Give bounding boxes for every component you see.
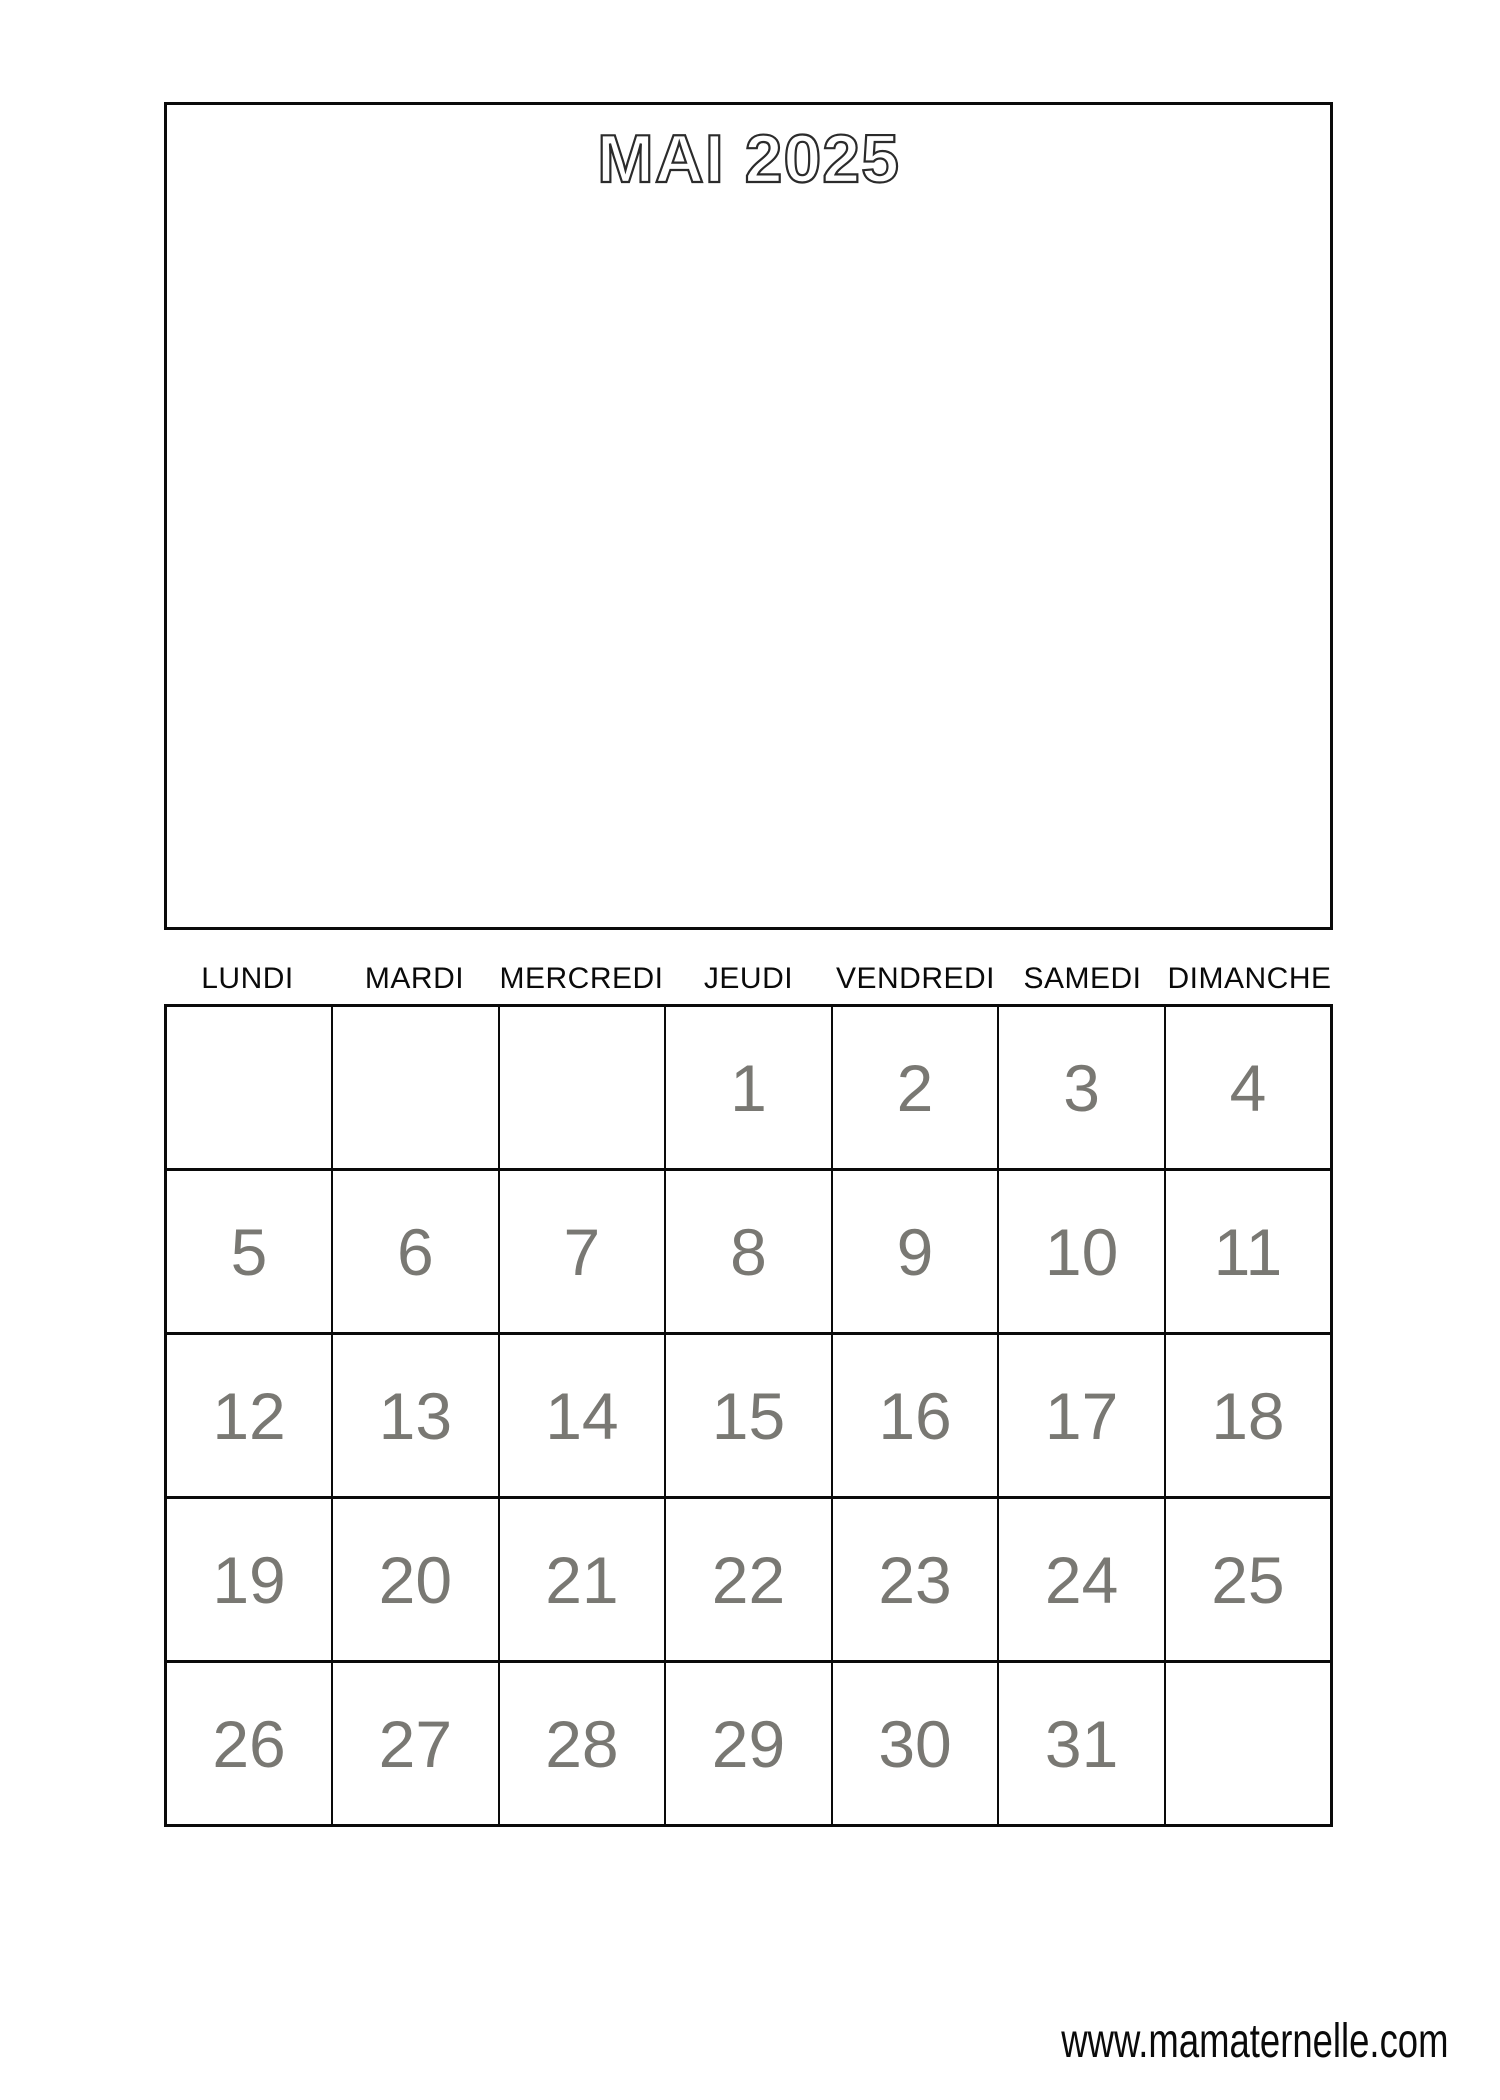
- day-cell: 14: [499, 1334, 666, 1498]
- day-cell: 28: [499, 1662, 666, 1826]
- day-cell: 19: [166, 1498, 333, 1662]
- calendar-week-row: [166, 1498, 1332, 1662]
- day-cell: 26: [166, 1662, 333, 1826]
- weekday-header-vendredi: VENDREDI: [835, 962, 996, 995]
- day-cell: 31: [998, 1662, 1165, 1826]
- calendar-week-row: [166, 1170, 1332, 1334]
- calendar-grid: [164, 1004, 1333, 1827]
- day-cell: 11: [1165, 1170, 1332, 1334]
- day-cell: 6: [332, 1170, 499, 1334]
- day-cell: 21: [499, 1498, 666, 1662]
- day-cell: 10: [998, 1170, 1165, 1334]
- calendar-week-row: [166, 1006, 1332, 1170]
- day-cell: 7: [499, 1170, 666, 1334]
- weekday-header-mardi: MARDI: [364, 962, 465, 995]
- weekday-header-samedi: SAMEDI: [1023, 962, 1142, 995]
- day-cell: 24: [998, 1498, 1165, 1662]
- day-cell: 3: [998, 1006, 1165, 1170]
- day-cell: 1: [665, 1006, 832, 1170]
- day-cell: [1165, 1662, 1332, 1826]
- day-cell: 9: [832, 1170, 999, 1334]
- website-url: www.mamaternelle.com: [1060, 2015, 1448, 2068]
- day-cell: 12: [166, 1334, 333, 1498]
- day-cell: 13: [332, 1334, 499, 1498]
- weekday-header-row: [164, 956, 1333, 1000]
- month-title: MAI 2025: [597, 121, 900, 197]
- day-cell: 20: [332, 1498, 499, 1662]
- weekday-header-lundi: LUNDI: [201, 962, 294, 995]
- calendar-week-row: [166, 1662, 1332, 1826]
- day-cell: 17: [998, 1334, 1165, 1498]
- day-cell: 8: [665, 1170, 832, 1334]
- day-cell: 30: [832, 1662, 999, 1826]
- day-cell: [166, 1006, 333, 1170]
- day-cell: 18: [1165, 1334, 1332, 1498]
- day-cell: 16: [832, 1334, 999, 1498]
- day-cell: 2: [832, 1006, 999, 1170]
- day-cell: 5: [166, 1170, 333, 1334]
- day-cell: 27: [332, 1662, 499, 1826]
- day-cell: 23: [832, 1498, 999, 1662]
- day-cell: [332, 1006, 499, 1170]
- day-cell: 25: [1165, 1498, 1332, 1662]
- weekday-header-jeudi: JEUDI: [703, 962, 794, 995]
- calendar-week-row: [166, 1334, 1332, 1498]
- day-cell: 22: [665, 1498, 832, 1662]
- day-cell: [499, 1006, 666, 1170]
- drawing-area-box: [164, 102, 1333, 930]
- weekday-header-dimanche: DIMANCHE: [1167, 962, 1332, 995]
- weekday-header-mercredi: MERCREDI: [499, 962, 664, 995]
- day-cell: 29: [665, 1662, 832, 1826]
- day-cell: 4: [1165, 1006, 1332, 1170]
- day-cell: 15: [665, 1334, 832, 1498]
